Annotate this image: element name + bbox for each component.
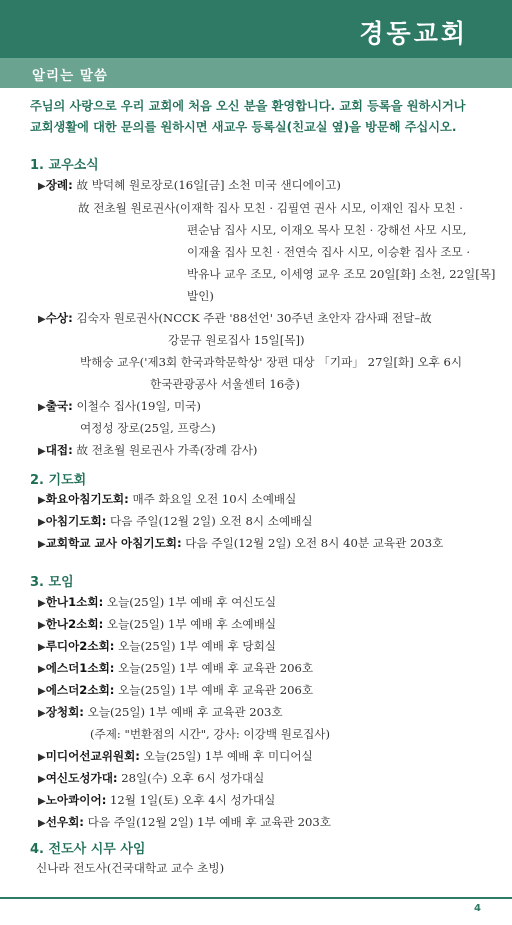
item-text: 편순남 집사 시모, 이재오 목사 모친 · 강해선 사모 시모, xyxy=(187,223,467,237)
item-label: 출국: xyxy=(45,399,73,413)
arrow-icon: ▶ xyxy=(38,708,46,719)
item-label: 장청회: xyxy=(45,705,84,719)
list-item xyxy=(38,792,275,808)
list-item xyxy=(38,310,432,326)
arrow-icon: ▶ xyxy=(38,686,46,697)
intro-line: 주님의 사랑으로 우리 교회에 처음 오신 분을 환영합니다. 교회 등록을 원하시거나 xyxy=(30,99,466,113)
item-text: 12월 1일(토) 오후 4시 성가대실 xyxy=(110,793,276,807)
item-label: 에스더1소회: xyxy=(45,661,115,675)
arrow-icon: ▶ xyxy=(38,446,46,457)
item-label: 루디아2소회: xyxy=(45,639,115,653)
item-text: 다음 주일(12월 2일) 오전 8시 40분 교육관 203호 xyxy=(185,536,444,550)
list-item xyxy=(38,177,341,193)
item-text: 이철수 집사(19일, 미국) xyxy=(76,399,201,413)
item-text: 오늘(25일) 1부 예배 후 소예배실 xyxy=(106,617,277,631)
arrow-icon: ▶ xyxy=(38,752,46,763)
item-label: 대접: xyxy=(45,443,73,457)
item-label: 한나2소회: xyxy=(45,617,104,631)
item-label: 수상: xyxy=(45,311,73,325)
intro-text xyxy=(30,96,500,138)
list-item xyxy=(38,682,313,698)
section-title-meetings: 3. 모임 xyxy=(30,575,74,590)
item-label: 미디어선교위원회: xyxy=(45,749,140,763)
list-item xyxy=(38,704,283,720)
item-text: 오늘(25일) 1부 예배 후 교육관 206호 xyxy=(118,661,314,675)
item-text: 김숙자 원로권사(NCCK 주관 '88선언' 30주년 초안자 감사패 전달–故 xyxy=(76,311,432,325)
arrow-icon: ▶ xyxy=(38,796,46,807)
section-title-resignation: 4. 전도사 시무 사임 xyxy=(30,842,146,857)
arrow-icon: ▶ xyxy=(38,539,46,550)
item-text: 오늘(25일) 1부 예배 후 교육관 206호 xyxy=(118,683,314,697)
item-text: 여정성 장로(25일, 프랑스) xyxy=(80,421,216,435)
item-text: 한국관광공사 서울센터 16층) xyxy=(150,377,300,391)
item-label: 아침기도회: xyxy=(45,514,107,528)
arrow-icon: ▶ xyxy=(38,664,46,675)
notice-bar xyxy=(0,58,512,88)
item-text: (주제: "번환점의 시간", 강사: 이강백 원로집사) xyxy=(90,727,331,741)
item-text: 다음 주일(12월 2일) 오전 8시 소예배실 xyxy=(110,514,313,528)
notice-title: 알리는 말씀 xyxy=(32,68,108,84)
item-label: 교회학교 교사 아침기도회: xyxy=(45,536,182,550)
item-label: 여신도성가대: xyxy=(45,771,118,785)
item-label: 에스더2소회: xyxy=(45,683,115,697)
item-text: 故 박덕혜 원로장로(16일[금] 소천 미국 샌디에이고) xyxy=(76,178,341,192)
item-label: 한나1소회: xyxy=(45,595,104,609)
item-label: 노아콰이어: xyxy=(45,793,107,807)
item-text: 오늘(25일) 1부 예배 후 교육관 203호 xyxy=(87,705,283,719)
list-item xyxy=(38,770,264,786)
arrow-icon: ▶ xyxy=(38,598,46,609)
list-item xyxy=(38,748,313,764)
arrow-icon: ▶ xyxy=(38,774,46,785)
list-item xyxy=(38,616,276,632)
header-bar xyxy=(0,0,512,58)
list-item xyxy=(38,535,443,551)
list-item xyxy=(38,638,276,654)
item-text: 오늘(25일) 1부 예배 후 여신도실 xyxy=(106,595,277,609)
arrow-icon: ▶ xyxy=(38,642,46,653)
list-item xyxy=(38,594,276,610)
list-item xyxy=(38,491,296,507)
item-text: 매주 화요일 오전 10시 소예배실 xyxy=(132,492,297,506)
item-text: 다음 주일(12월 2일) 1부 예배 후 교육관 203호 xyxy=(87,815,331,829)
arrow-icon: ▶ xyxy=(38,181,46,192)
item-text: 신나라 전도사(건국대학교 교수 초빙) xyxy=(36,861,225,875)
arrow-icon: ▶ xyxy=(38,402,46,413)
item-label: 화요아침기도회: xyxy=(45,492,129,506)
church-name: 경동교회 xyxy=(359,19,468,48)
item-text: 오늘(25일) 1부 예배 후 미디어실 xyxy=(143,749,313,763)
item-text: 강문규 원로집사 15일[목]) xyxy=(168,333,305,347)
page-number: 4 xyxy=(474,903,481,914)
arrow-icon: ▶ xyxy=(38,517,46,528)
list-item xyxy=(38,660,313,676)
section-title-news: 1. 교우소식 xyxy=(30,158,99,173)
footer-divider xyxy=(0,897,512,899)
arrow-icon: ▶ xyxy=(38,495,46,506)
item-text: 이재율 집사 모친 · 전연숙 집사 시모, 이승환 집사 조모 · xyxy=(187,245,471,259)
intro-line: 교회생활에 대한 문의를 원하시면 새교우 등록실(친교실 옆)을 방문해 주십시오. xyxy=(30,120,457,134)
section-title-prayer: 2. 기도회 xyxy=(30,473,87,488)
item-text: 박유나 교우 조모, 이세영 교우 조모 20일[화] 소천, 22일[목] xyxy=(187,267,496,281)
item-text: 발인) xyxy=(187,289,214,303)
item-text: 28일(수) 오후 6시 성가대실 xyxy=(121,771,265,785)
list-item xyxy=(38,442,257,458)
list-item xyxy=(38,814,331,830)
arrow-icon: ▶ xyxy=(38,314,46,325)
item-text: 오늘(25일) 1부 예배 후 당회실 xyxy=(118,639,277,653)
arrow-icon: ▶ xyxy=(38,818,46,829)
item-text: 故 전초월 원로권사 가족(장례 감사) xyxy=(76,443,258,457)
arrow-icon: ▶ xyxy=(38,620,46,631)
item-label: 선우회: xyxy=(45,815,84,829)
list-item xyxy=(38,398,201,414)
item-text: 故 전초월 원로권사(이재학 집사 모친 · 김필연 권사 시모, 이재인 집사 모친 · xyxy=(78,201,463,215)
list-item xyxy=(38,513,313,529)
item-text: 박해숭 교우('제3회 한국과학문학상' 장편 대상 「기파」 27일[화] 오후 6시 xyxy=(80,355,463,369)
item-label: 장례: xyxy=(45,178,73,192)
